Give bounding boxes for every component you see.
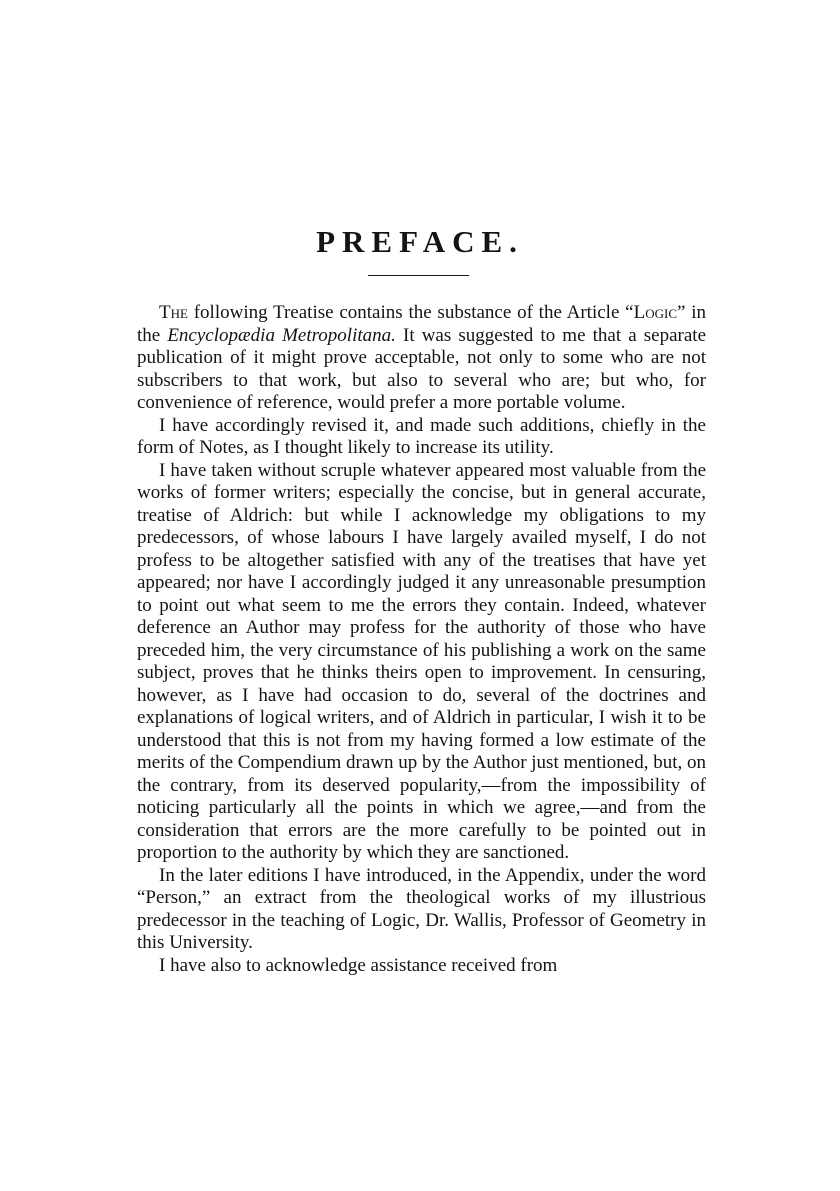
paragraph-1: [137, 302, 706, 415]
paragraph-2: I have accordingly revised it, and made such additions, chiefly in the form of Notes, as I thought likely to increase its utility.: [137, 414, 706, 458]
paragraph-text: following Treatise contains the substance of the Article “: [187, 302, 634, 323]
page-title: PREFACE.: [316, 224, 524, 259]
publication-title: Encyclopædia Metropolitana.: [167, 324, 396, 346]
preface-body: [137, 302, 706, 977]
paragraph-3: I have taken without scruple whatever appeared most valuable from the works of former writers; especially the concise, but in general accurate, treatise of Aldrich: but while I acknowledge my obligations to my predecessors, of whose labours I have largely availed myself, I do not profess to be altogether satisfied with any of the treatises that have yet appeared; nor have I accordingly judged it any unreasonable presumption to point out what seem to me the errors they contain. Indeed, whatever deference an Author may profess for the authority of those who have preceded him, the very circumstance of his publishing a work on the same subject, proves that he thinks theirs open to improvement. In censuring, however, as I have had occasion to do, several of the doctrines and explanations of logical writers, and of Aldrich in particular, I wish it to be understood that this is not from my having formed a low estimate of the merits of the Compendium drawn up by the Author just mentioned, but, on the contrary, from its deserved popularity,—from the impossibility of noticing particularly all the points in which we agree,—and from the consideration that errors are the more carefully to be pointed out in proportion to the authority by which they are sanctioned.: [137, 459, 706, 863]
paragraph-text: ” in the: [137, 302, 706, 346]
paragraph-lead-word: The: [159, 302, 188, 323]
paragraph-text: It was suggested to me that a separate publication of it might prove acceptable, not only to some who are not subscribers to that work, but also to several who are; but who, for convenience of reference, would prefer a more portable volume.: [137, 324, 706, 413]
title-divider: [368, 275, 469, 276]
paragraph-4: In the later editions I have introduced, in the Appendix, under the word “Person,” an extract from the theological works of my illustrious predecessor in the teaching of Logic, Dr. Wallis, Professor of Geometry in this University.: [137, 864, 706, 953]
article-name: Logic: [633, 302, 677, 323]
paragraph-5: I have also to acknowledge assistance received from: [159, 954, 558, 976]
